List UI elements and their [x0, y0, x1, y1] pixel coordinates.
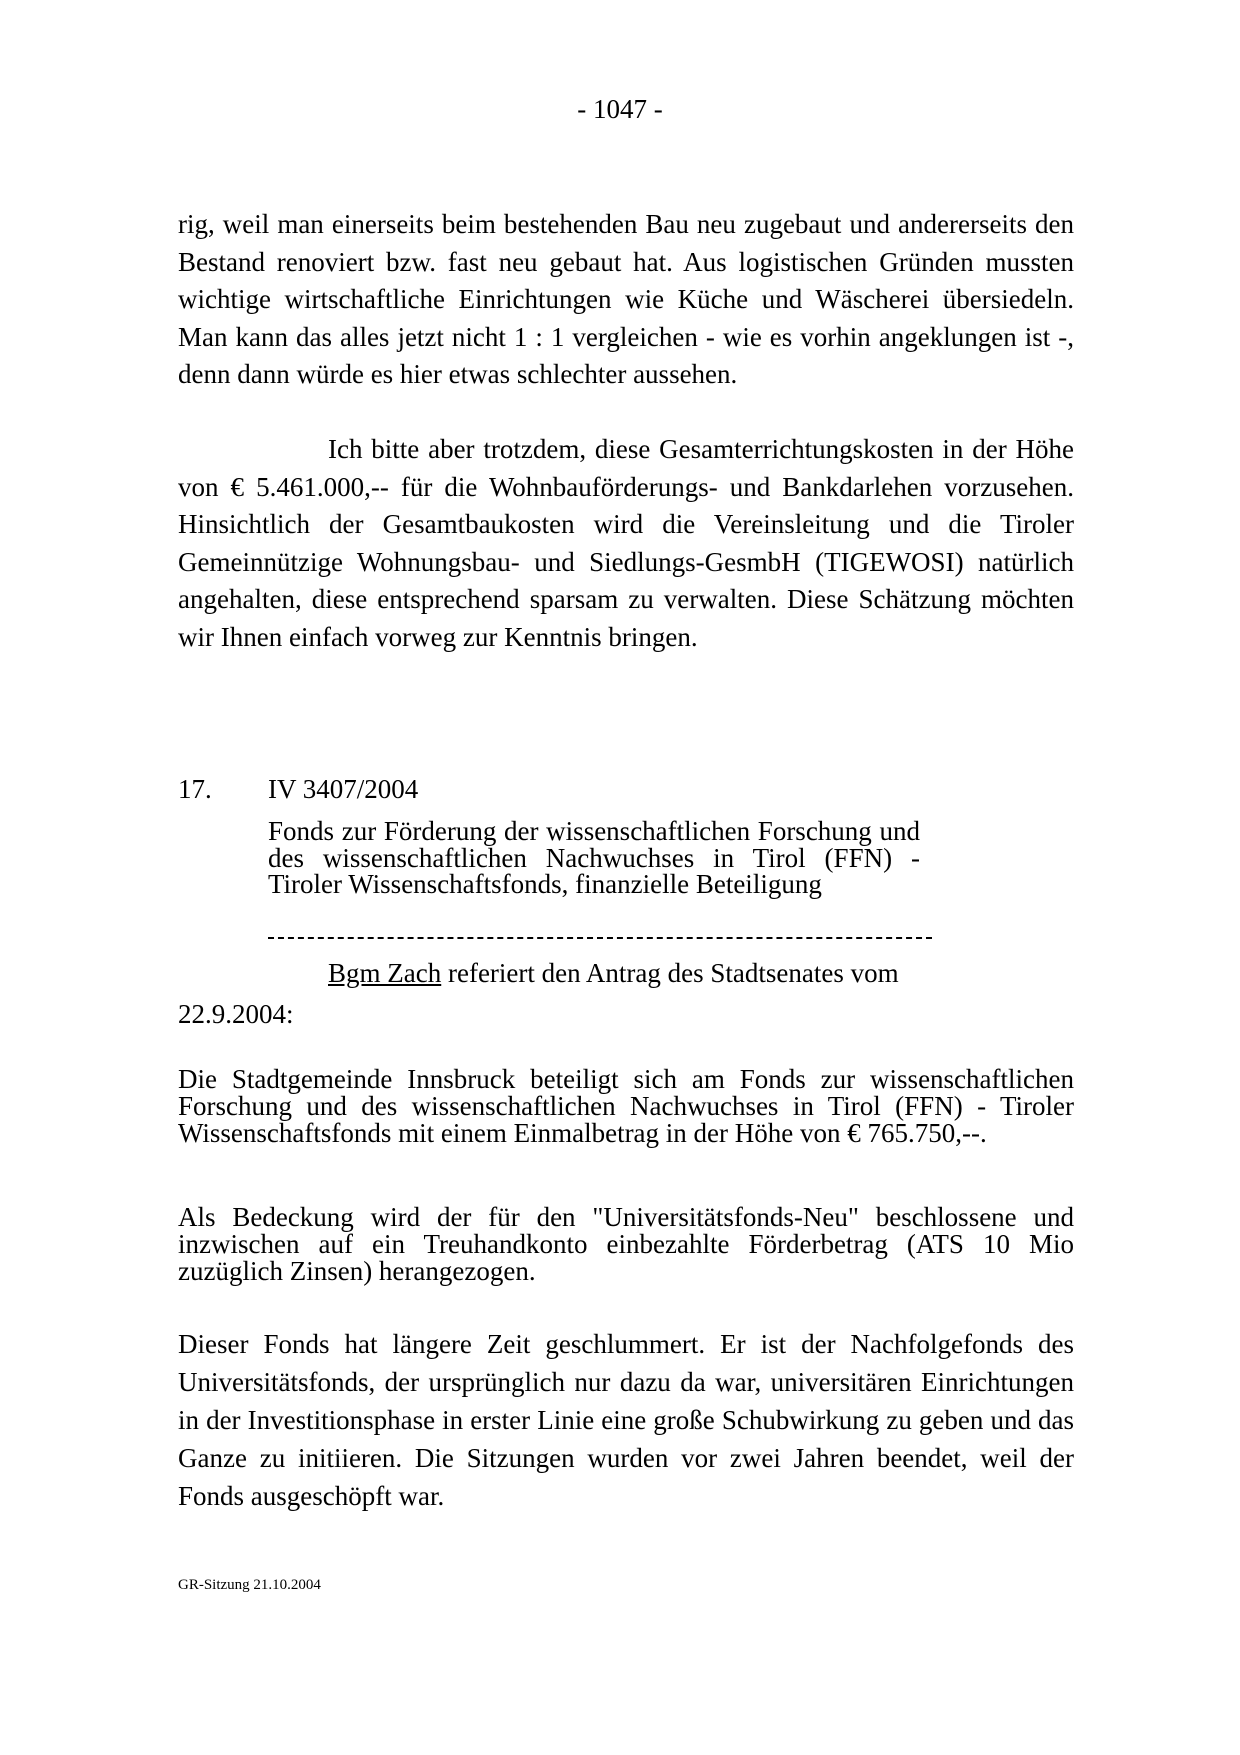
agenda-item-code: IV 3407/2004 — [268, 774, 419, 804]
agenda-item-number: 17. — [178, 774, 212, 804]
page-number: - 1047 - — [577, 94, 663, 124]
referent-line — [328, 958, 899, 989]
agenda-item-title: Fonds zur Förderung der wissenschaftlichen Forschung und des wissenschaftlichen Nachwuchses in Tirol (FFN) - Tiroler Wissenschaftsfonds, finanzielle Beteiligung — [268, 816, 920, 899]
paragraph-continued: rig, weil man einerseits beim bestehenden Bau neu zugebaut und andererseits den Bestand renoviert bzw. fast neu gebaut hat. Aus logistischen Gründen mussten wichtige wirtschaftliche Einrichtungen wie Küche und Wäscherei übersiedeln. Man kann das alles jetzt nicht 1 : 1 vergleichen - wie es vorhin angeklungen ist -, denn dann würde es hier etwas schlechter aussehen. — [178, 209, 1074, 389]
referent-text: referiert den Antrag des Stadtsenates vom — [441, 958, 899, 988]
motion-funding: Als Bedeckung wird der für den "Universitätsfonds-Neu" beschlossene und inzwischen auf ein Treuhandkonto einbezahlte Förderbetrag (ATS 10 Mio zuzüglich Zinsen) herangezogen. — [178, 1202, 1074, 1286]
paragraph-cost-request: Ich bitte aber trotzdem, diese Gesamterrichtungskosten in der Höhe von € 5.461.000,-- für die Wohnbauförderungs- und Bankdarlehen vorzusehen. Hinsichtlich der Gesamtbaukosten wird die Vereinsleitung und die Tiroler Gemeinnützige Wohnungsbau- und Siedlungs-GesmbH (TIGEWOSI) natürlich angehalten, diese entsprechend sparsam zu verwalten. Diese Schätzung möchten wir Ihnen einfach vorweg zur Kenntnis bringen. — [178, 434, 1074, 652]
footer-session: GR-Sitzung 21.10.2004 — [178, 1577, 321, 1593]
motion-date: 22.9.2004: — [178, 999, 294, 1029]
motion-resolution: Die Stadtgemeinde Innsbruck beteiligt sich am Fonds zur wissenschaftlichen Forschung und des wissenschaftlichen Nachwuchses in Tirol (FFN) - Tiroler Wissenschaftsfonds mit einem Einmalbetrag in der Höhe von € 765.750,--. — [178, 1064, 1074, 1148]
title-separator — [268, 937, 932, 939]
paragraph-fund-history: Dieser Fonds hat längere Zeit geschlummert. Er ist der Nachfolgefonds des Universitätsfonds, der ursprünglich nur dazu da war, universitären Einrichtungen in der Investitionsphase in erster Linie eine große Schubwirkung zu geben und das Ganze zu initiieren. Die Sitzungen wurden vor zwei Jahren beendet, weil der Fonds ausgeschöpft war. — [178, 1329, 1074, 1511]
referent-name: Bgm Zach — [328, 958, 442, 988]
